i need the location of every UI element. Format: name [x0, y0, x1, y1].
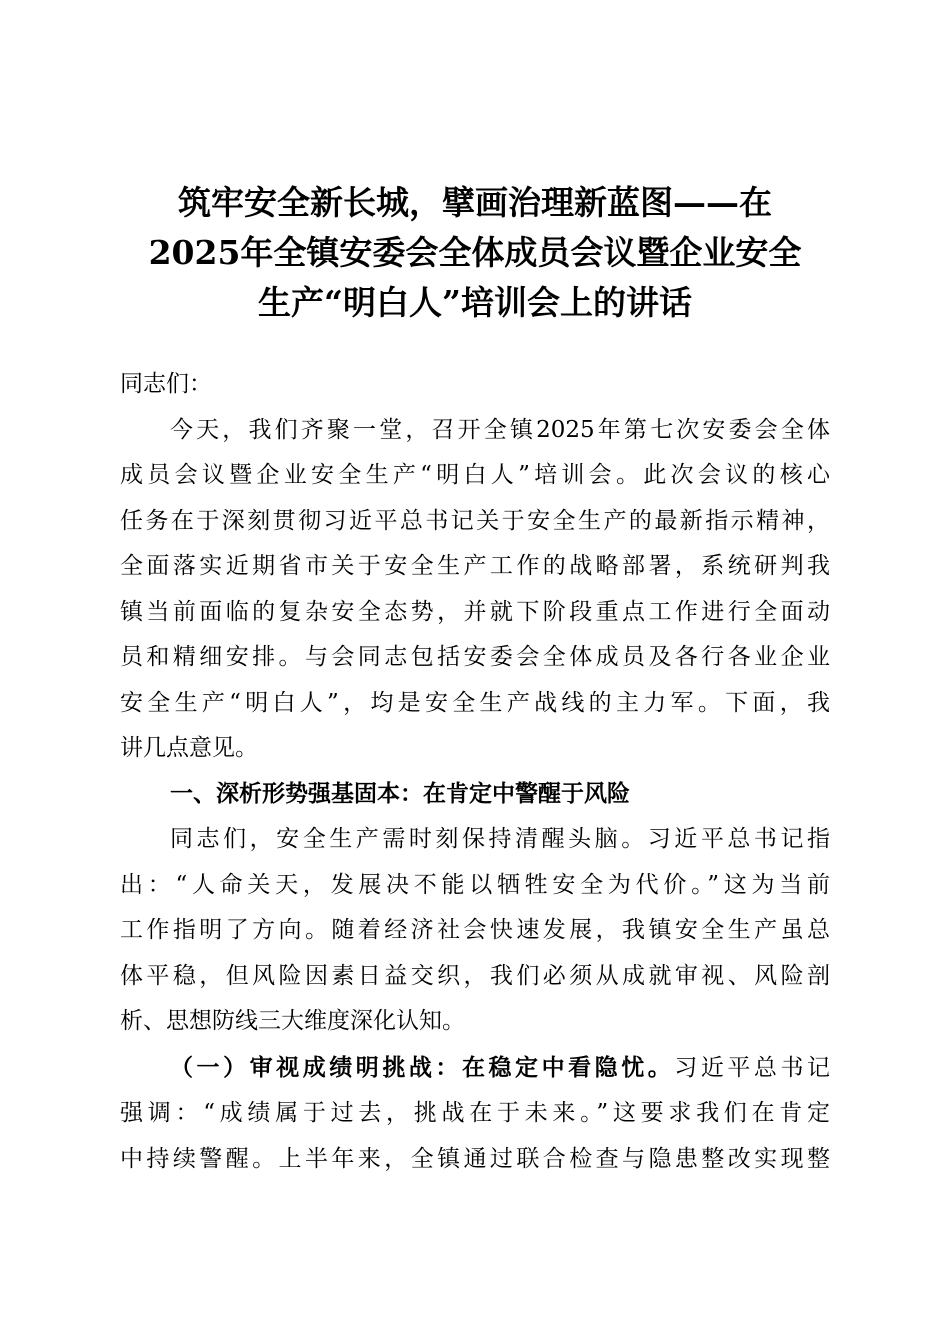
title-line: 生产“明白人”培训会上的讲话 [258, 283, 692, 322]
section-heading-1: 一、深析形势强基固本：在肯定中警醒于风险 [170, 780, 630, 807]
document-body [120, 362, 830, 1182]
paragraph-line: 析、思想防线三大维度深化认知。 [120, 1008, 465, 1034]
paragraph-line: 讲几点意见。 [120, 735, 258, 761]
paragraph-line: 安全生产“明白人”，均是安全生产战线的主力军。下面，我 [120, 689, 830, 716]
paragraph-line: 出：“人命关天，发展决不能以牺牲安全为代价。”这为当前 [120, 871, 830, 898]
paragraph-line: 中持续警醒。上半年来，全镇通过联合检查与隐患整改实现整 [120, 1145, 830, 1172]
subsection-heading: （一）审视成绩明挑战：在稳定中看隐忧。 [170, 1053, 675, 1081]
paragraph-intro [120, 408, 830, 772]
document-title [120, 178, 830, 328]
paragraph-line: 工作指明了方向。随着经济社会快速发展，我镇安全生产虽总 [120, 917, 830, 943]
salutation: 同志们： [120, 371, 212, 397]
paragraph-line: 员和精细安排。与会同志包括安委会全体成员及各行各业企业 [120, 644, 830, 670]
paragraph-text: 习近平总书记 [674, 1054, 831, 1081]
paragraph-line: 体平稳，但风险因素日益交织，我们必须从成就审视、风险剖 [120, 962, 830, 989]
paragraph-line: 今天，我们齐聚一堂，召开全镇2025年第七次安委会全体 [170, 416, 830, 443]
paragraph-situation [120, 817, 830, 1045]
title-line: 2025年全镇安委会全体成员会议暨企业安全 [148, 233, 802, 272]
paragraph-line: 全面落实近期省市关于安全生产工作的战略部署，系统研判我 [120, 553, 830, 579]
title-line: 筑牢安全新长城，擘画治理新蓝图——在 [178, 183, 772, 222]
paragraph-subsection-1 [120, 1045, 830, 1183]
paragraph-line [120, 1045, 830, 1092]
paragraph-line: 同志们，安全生产需时刻保持清醒头脑。习近平总书记指 [170, 826, 830, 852]
paragraph-line: 成员会议暨企业安全生产“明白人”培训会。此次会议的核心 [120, 462, 830, 488]
paragraph-line: 镇当前面临的复杂安全态势，并就下阶段重点工作进行全面动 [120, 598, 830, 625]
paragraph-line: 强调：“成绩属于过去，挑战在于未来。”这要求我们在肯定 [120, 1100, 830, 1126]
paragraph-line: 任务在于深刻贯彻习近平总书记关于安全生产的最新指示精神， [120, 507, 830, 534]
